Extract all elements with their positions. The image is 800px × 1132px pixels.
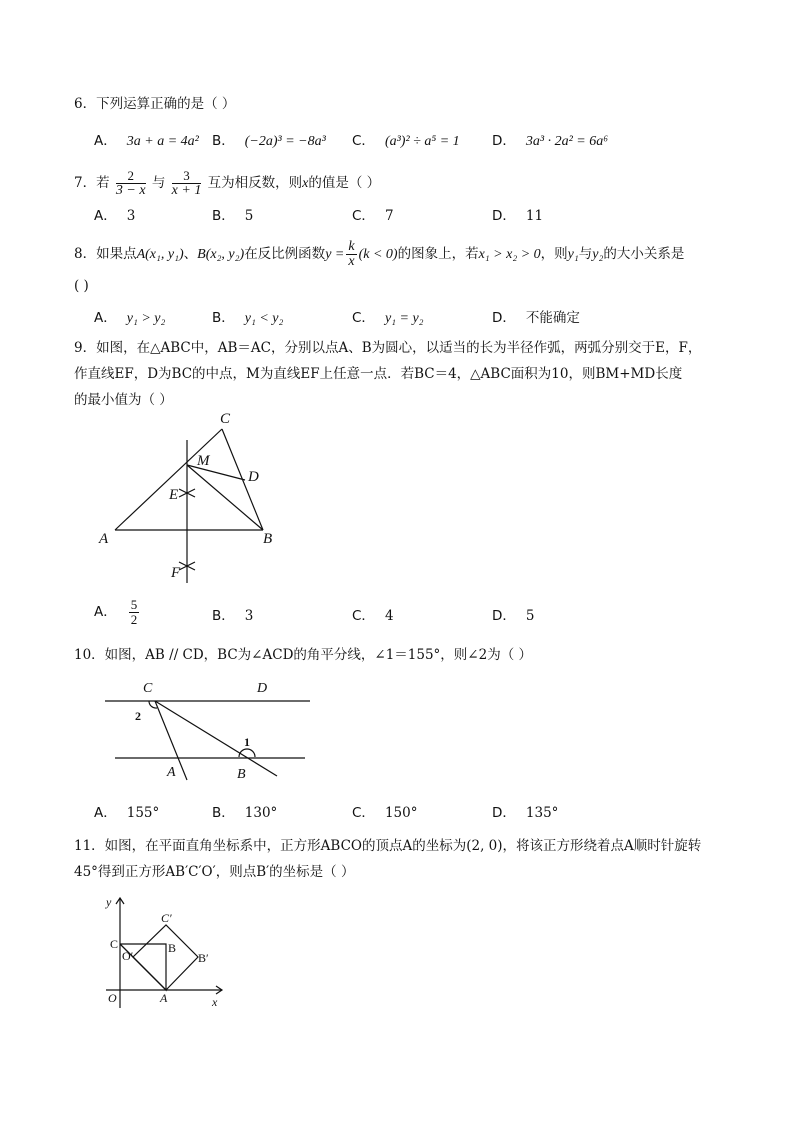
question-6-stem: 6．下列运算正确的是（ ） — [74, 96, 236, 112]
question-8-stem: 8．如果点A(x₁, y₁)、B(x₂, y₂)在反比例函数y = $\frac{k}{x}$ (k < 0)的图象上，若x₁ > x₂ > 0，则y₁与y₂的大小关系是 — [74, 239, 685, 269]
label-a: A — [160, 991, 168, 1005]
label-o: O — [108, 991, 117, 1005]
label-a: A — [99, 531, 109, 547]
label-e: E — [169, 487, 179, 503]
coordinate-figure — [98, 890, 233, 1015]
option-b[interactable]: B． 3 — [212, 608, 254, 624]
question-11-line-2: 45°得到正方形AB′C′O′，则点B′的坐标是（ ） — [74, 864, 355, 880]
label-x: x — [212, 995, 218, 1009]
function-fraction: $\frac{k}{x}$ — [348, 239, 355, 269]
option-b[interactable]: B． 5 — [212, 208, 254, 224]
question-10-options — [94, 801, 734, 825]
option-b[interactable]: B． 130° — [212, 805, 278, 821]
option-c[interactable]: C． 7 — [352, 208, 394, 224]
question-7-options — [94, 204, 734, 228]
label-c: C — [220, 411, 231, 427]
question-7-stem: 7．若 $\frac{2}{3 - x}$ 与 $\frac{3}{x + 1}$ 互为相反数，则x的值是（ ） — [74, 168, 381, 198]
segment-ac — [115, 429, 222, 530]
option-c[interactable]: C． (a³)² ÷ a⁵ = 1 — [352, 133, 460, 149]
question-8-paren: ( ) — [74, 278, 89, 294]
question-10-stem: 10．如图，AB // CD，BC为∠ACD的角平分线，∠1＝155°，则∠2为（ ） — [74, 647, 533, 663]
label-y: y — [106, 895, 112, 909]
question-6-options — [94, 129, 734, 153]
option-a[interactable]: A． 155° — [94, 805, 160, 821]
option-b[interactable]: B． (−2a)³ = −8a³ — [212, 133, 326, 149]
label-b: B — [263, 531, 273, 547]
option-a[interactable]: A． 3a + a = 4a² — [94, 133, 199, 149]
option-c[interactable]: C． y₁ = y₂ — [352, 310, 424, 326]
question-9-options — [94, 597, 734, 628]
question-9-line-1: 9．如图，在△ABC中，AB＝AC，分别以点A、B为圆心，以适当的长为半径作弧，两弧分别交于E，F， — [74, 340, 702, 356]
option-d[interactable]: D． 5 — [492, 608, 535, 624]
label-op: O′ — [122, 949, 134, 963]
fraction-1: $\frac{2}{3 - x}$ — [115, 168, 146, 198]
label-2: 2 — [135, 709, 141, 723]
label-1: 1 — [244, 735, 250, 749]
option-d[interactable]: D． 3a³ · 2a² = 6a⁶ — [492, 133, 609, 149]
label-d: D — [257, 681, 268, 696]
label-m: M — [197, 453, 210, 469]
option-a[interactable]: A． $\frac{5}{2}$ — [94, 597, 138, 627]
option-a-fraction: $\frac{5}{2}$ — [130, 597, 138, 627]
label-f: F — [171, 565, 181, 581]
question-9-line-3: 的最小值为（ ） — [74, 392, 173, 408]
option-c[interactable]: C． 150° — [352, 805, 418, 821]
option-a[interactable]: A． 3 — [94, 208, 136, 224]
label-c: C — [143, 681, 153, 696]
label-b: B — [237, 767, 246, 782]
option-b[interactable]: B． y₁ < y₂ — [212, 310, 284, 326]
option-a[interactable]: A． y₁ > y₂ — [94, 310, 166, 326]
option-c[interactable]: C． 4 — [352, 608, 394, 624]
option-d[interactable]: D． 11 — [492, 208, 544, 224]
label-bp: B′ — [198, 951, 209, 965]
label-d: D — [248, 469, 259, 485]
label-cp: C′ — [161, 911, 172, 925]
triangle-figure — [95, 405, 295, 595]
label-c: C — [110, 937, 119, 951]
option-d[interactable]: D． 不能确定 — [492, 310, 580, 326]
question-9-line-2: 作直线EF，D为BC的中点，M为直线EF上任意一点．若BC＝4，△ABC面积为10，则BM+MD长度 — [74, 366, 683, 382]
fraction-2: $\frac{3}{x + 1}$ — [171, 168, 202, 198]
question-8-options — [94, 306, 734, 330]
label-a: A — [167, 765, 176, 780]
label-b: B — [168, 941, 177, 955]
parallel-lines-figure — [105, 676, 315, 786]
question-11-line-1: 11．如图，在平面直角坐标系中，正方形ABCO的顶点A的坐标为(2, 0)，将该正方形绕着点A顺时针旋转 — [74, 838, 702, 854]
option-d[interactable]: D． 135° — [492, 805, 559, 821]
angle-1-arc — [239, 749, 255, 757]
